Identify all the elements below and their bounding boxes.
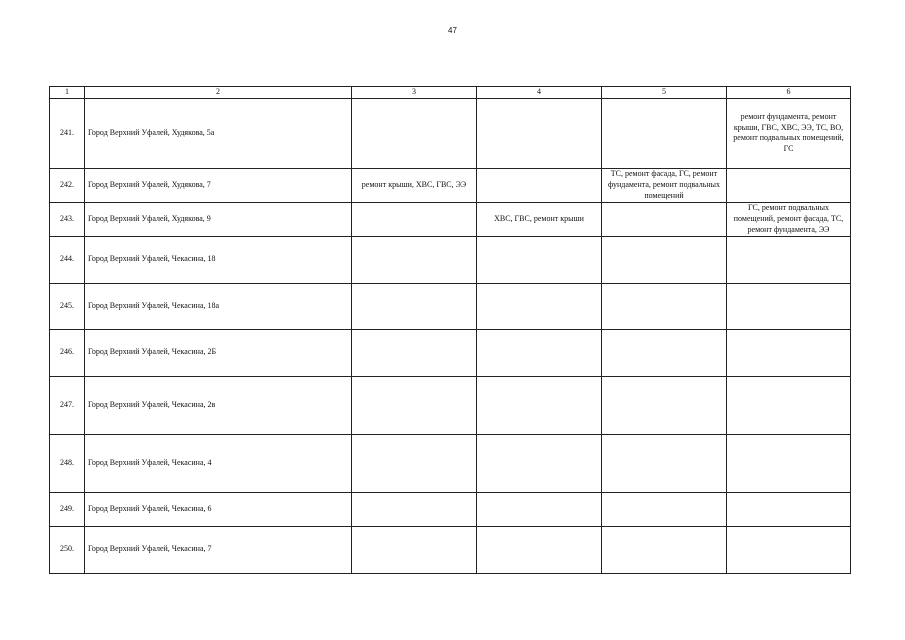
- work-cell-col4: ХВС, ГВС, ремонт крыши: [477, 202, 602, 236]
- work-cell-col3: [352, 492, 477, 526]
- work-cell-col3: [352, 283, 477, 329]
- work-cell-col3: [352, 329, 477, 376]
- work-cell-col4: [477, 329, 602, 376]
- row-number: 250.: [50, 526, 85, 573]
- table-row: [50, 283, 851, 329]
- row-number: 245.: [50, 283, 85, 329]
- column-header: 3: [352, 87, 477, 99]
- work-cell-col3: [352, 526, 477, 573]
- table-row: [50, 168, 851, 202]
- work-cell-col3: [352, 98, 477, 168]
- table-row: [50, 202, 851, 236]
- column-header: 4: [477, 87, 602, 99]
- work-cell-col6: [727, 376, 851, 434]
- work-cell-col5: [602, 236, 727, 283]
- work-cell-col5: [602, 98, 727, 168]
- column-header: 1: [50, 87, 85, 99]
- work-cell-col5: [602, 202, 727, 236]
- table-row: [50, 492, 851, 526]
- work-cell-col6: [727, 283, 851, 329]
- table-row: [50, 329, 851, 376]
- work-cell-col5: [602, 329, 727, 376]
- work-cell-col5: [602, 283, 727, 329]
- work-cell-col5: [602, 376, 727, 434]
- address-cell: Город Верхний Уфалей, Чекасина, 18: [85, 236, 352, 283]
- row-number: 246.: [50, 329, 85, 376]
- repair-schedule-table: [49, 86, 851, 574]
- address-cell: Город Верхний Уфалей, Худякова, 7: [85, 168, 352, 202]
- work-cell-col3: [352, 376, 477, 434]
- address-cell: Город Верхний Уфалей, Чекасина, 6: [85, 492, 352, 526]
- table-row: [50, 434, 851, 492]
- work-cell-col6: [727, 434, 851, 492]
- row-number: 247.: [50, 376, 85, 434]
- row-number: 241.: [50, 98, 85, 168]
- work-cell-col5: [602, 492, 727, 526]
- address-cell: Город Верхний Уфалей, Чекасина, 18а: [85, 283, 352, 329]
- work-cell-col6: [727, 526, 851, 573]
- work-cell-col6: ГС, ремонт подвальных помещений, ремонт фасада, ТС, ремонт фундамента, ЭЭ: [727, 202, 851, 236]
- address-cell: Город Верхний Уфалей, Чекасина, 4: [85, 434, 352, 492]
- work-cell-col6: [727, 492, 851, 526]
- row-number: 248.: [50, 434, 85, 492]
- work-cell-col3: ремонт крыши, ХВС, ГВС, ЭЭ: [352, 168, 477, 202]
- work-cell-col4: [477, 236, 602, 283]
- work-cell-col5: [602, 526, 727, 573]
- row-number: 244.: [50, 236, 85, 283]
- work-cell-col3: [352, 434, 477, 492]
- work-cell-col6: ремонт фундамента, ремонт крыши, ГВС, ХВС, ЭЭ, ТС, ВО, ремонт подвальных помещений, ГС: [727, 98, 851, 168]
- work-cell-col4: [477, 492, 602, 526]
- column-number-row: [50, 87, 851, 99]
- page-number: 47: [448, 26, 457, 35]
- row-number: 249.: [50, 492, 85, 526]
- work-cell-col3: [352, 202, 477, 236]
- work-cell-col5: [602, 434, 727, 492]
- address-cell: Город Верхний Уфалей, Худякова, 9: [85, 202, 352, 236]
- column-header: 2: [85, 87, 352, 99]
- work-cell-col6: [727, 329, 851, 376]
- work-cell-col4: [477, 526, 602, 573]
- table-row: [50, 526, 851, 573]
- table-row: [50, 98, 851, 168]
- work-cell-col3: [352, 236, 477, 283]
- address-cell: Город Верхний Уфалей, Чекасина, 2в: [85, 376, 352, 434]
- table-row: [50, 236, 851, 283]
- work-cell-col4: [477, 283, 602, 329]
- work-cell-col4: [477, 98, 602, 168]
- address-cell: Город Верхний Уфалей, Чекасина, 7: [85, 526, 352, 573]
- work-cell-col4: [477, 434, 602, 492]
- table-row: [50, 376, 851, 434]
- work-cell-col6: [727, 236, 851, 283]
- work-cell-col5: ТС, ремонт фасада, ГС, ремонт фундамента, ремонт подвальных помещений: [602, 168, 727, 202]
- row-number: 242.: [50, 168, 85, 202]
- address-cell: Город Верхний Уфалей, Худякова, 5а: [85, 98, 352, 168]
- work-cell-col4: [477, 376, 602, 434]
- column-header: 5: [602, 87, 727, 99]
- work-cell-col4: [477, 168, 602, 202]
- address-cell: Город Верхний Уфалей, Чекасина, 2Б: [85, 329, 352, 376]
- row-number: 243.: [50, 202, 85, 236]
- work-cell-col6: [727, 168, 851, 202]
- column-header: 6: [727, 87, 851, 99]
